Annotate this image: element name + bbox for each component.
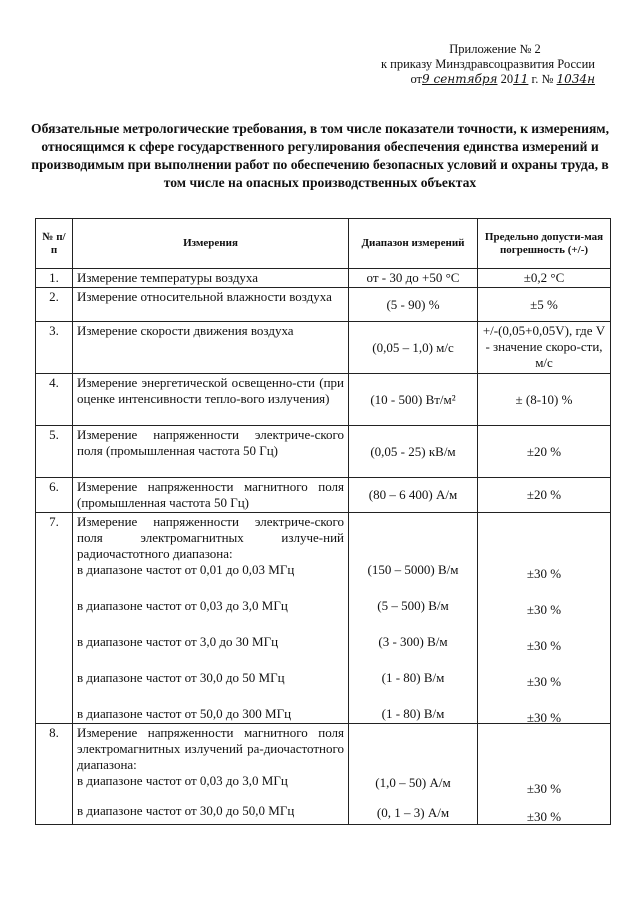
row-range: (10 - 500) Вт/м² — [349, 374, 478, 426]
sub-range-value: (5 – 500) В/м — [377, 598, 449, 613]
table-row — [36, 724, 611, 825]
table-row — [36, 288, 611, 322]
row-num: 7. — [36, 513, 73, 724]
sub-error-value: ±30 % — [526, 674, 562, 689]
sub-range-label: в диапазоне частот от 0,03 до 3,0 МГц — [77, 598, 288, 613]
row-error: ± (8-10) % — [478, 374, 611, 426]
row-measurement: Измерение напряженности магнитного поля (промышленная частота 50 Гц) — [73, 478, 349, 513]
row-measurement: Измерение температуры воздуха — [73, 269, 349, 288]
sub-error-value: ±30 % — [526, 638, 562, 653]
row-error: ±20 % — [478, 426, 611, 478]
row-measurement — [73, 724, 349, 825]
row-num: 6. — [36, 478, 73, 513]
table-row — [36, 322, 611, 374]
table-row — [36, 269, 611, 288]
row-num: 4. — [36, 374, 73, 426]
sub-error-value: ±30 % — [526, 710, 562, 725]
row-measurement: Измерение относительной влажности воздуха — [73, 288, 349, 322]
sub-range-value: (150 – 5000) В/м — [367, 562, 459, 577]
number-prefix: г. № — [528, 72, 554, 86]
year-prefix: 20 — [500, 72, 514, 86]
sub-range-label: в диапазоне частот от 0,01 до 0,03 МГц — [77, 562, 295, 577]
row-num: 3. — [36, 322, 73, 374]
table-row — [36, 478, 611, 513]
row-error — [478, 513, 611, 724]
header-num: № п/п — [36, 219, 73, 269]
sub-range-label: в диапазоне частот от 0,03 до 3,0 МГц — [77, 773, 288, 788]
appendix-line-3 — [355, 72, 595, 87]
sub-range-value: (1 - 80) В/м — [381, 706, 445, 721]
row-error — [478, 724, 611, 825]
table-row — [36, 513, 611, 724]
sub-range-value: (1,0 – 50) А/м — [375, 775, 451, 790]
row-num: 5. — [36, 426, 73, 478]
row-measurement: Измерение напряженности электриче-ского поля (промышленная частота 50 Гц) — [73, 426, 349, 478]
appendix-line-1: Приложение № 2 — [449, 42, 541, 56]
appendix-header — [355, 42, 595, 87]
row-error: ±0,2 °С — [478, 269, 611, 288]
sub-error-value: ±30 % — [526, 602, 562, 617]
document-title: Обязательные метрологические требования, в том числе показатели точности, к измерениям, относящимся к сфере государственного регулирования обеспечения единства измерений и производимым при выполнении работ по обеспечению безопасных условий и охраны труда, в том числе на опасных производственных объектах — [31, 121, 609, 190]
sub-range-value: (0, 1 – 3) А/м — [376, 805, 450, 820]
row-range: от - 30 до +50 °С — [349, 269, 478, 288]
sub-error-value: ±30 % — [526, 781, 562, 796]
row-num: 1. — [36, 269, 73, 288]
row-range: (0,05 - 25) кВ/м — [349, 426, 478, 478]
handwritten-number: 1034н — [556, 72, 595, 86]
handwritten-year: 11 — [513, 72, 529, 86]
handwritten-date: 9 сентября — [422, 72, 498, 86]
sub-range-label: в диапазоне частот от 30,0 до 50,0 МГц — [77, 803, 295, 818]
row-range: (0,05 – 1,0) м/с — [349, 322, 478, 374]
row-range: (80 – 6 400) А/м — [349, 478, 478, 513]
sub-range-value: (1 - 80) В/м — [381, 670, 445, 685]
row-range — [349, 513, 478, 724]
row-error: ±20 % — [478, 478, 611, 513]
header-range: Диапазон измерений — [349, 219, 478, 269]
row-intro: Измерение напряженности электриче-ского поля электромагнитных излуче-ний радиочастотного диапазона: — [77, 514, 344, 561]
row-measurement: Измерение энергетической освещенно-сти (при оценке интенсивности тепло-вого излучения) — [73, 374, 349, 426]
sub-error-value: ±30 % — [526, 809, 562, 824]
appendix-line-2: к приказу Минздравсоцразвития России — [380, 57, 595, 71]
row-range — [349, 724, 478, 825]
row-num: 2. — [36, 288, 73, 322]
row-num: 8. — [36, 724, 73, 825]
date-prefix: от — [410, 72, 423, 86]
requirements-table — [35, 218, 611, 825]
row-error: ±5 % — [478, 288, 611, 322]
sub-error-value: ±30 % — [526, 566, 562, 581]
sub-range-value: (3 - 300) В/м — [378, 634, 448, 649]
table-row — [36, 426, 611, 478]
table-header-row — [36, 219, 611, 269]
row-intro: Измерение напряженности магнитного поля электромагнитных излучений ра-диочастотного диапазона: — [77, 725, 344, 772]
row-measurement — [73, 513, 349, 724]
row-range: (5 - 90) % — [349, 288, 478, 322]
row-error: +/-(0,05+0,05V), где V - значение скоро-сти, м/с — [478, 322, 611, 374]
header-error: Предельно допусти-мая погрешность (+/-) — [478, 219, 611, 269]
sub-range-label: в диапазоне частот от 30,0 до 50 МГц — [77, 670, 285, 685]
table-row — [36, 374, 611, 426]
row-measurement: Измерение скорости движения воздуха — [73, 322, 349, 374]
header-measurement: Измерения — [73, 219, 349, 269]
sub-range-label: в диапазоне частот от 50,0 до 300 МГц — [77, 706, 292, 721]
sub-range-label: в диапазоне частот от 3,0 до 30 МГц — [77, 634, 279, 649]
